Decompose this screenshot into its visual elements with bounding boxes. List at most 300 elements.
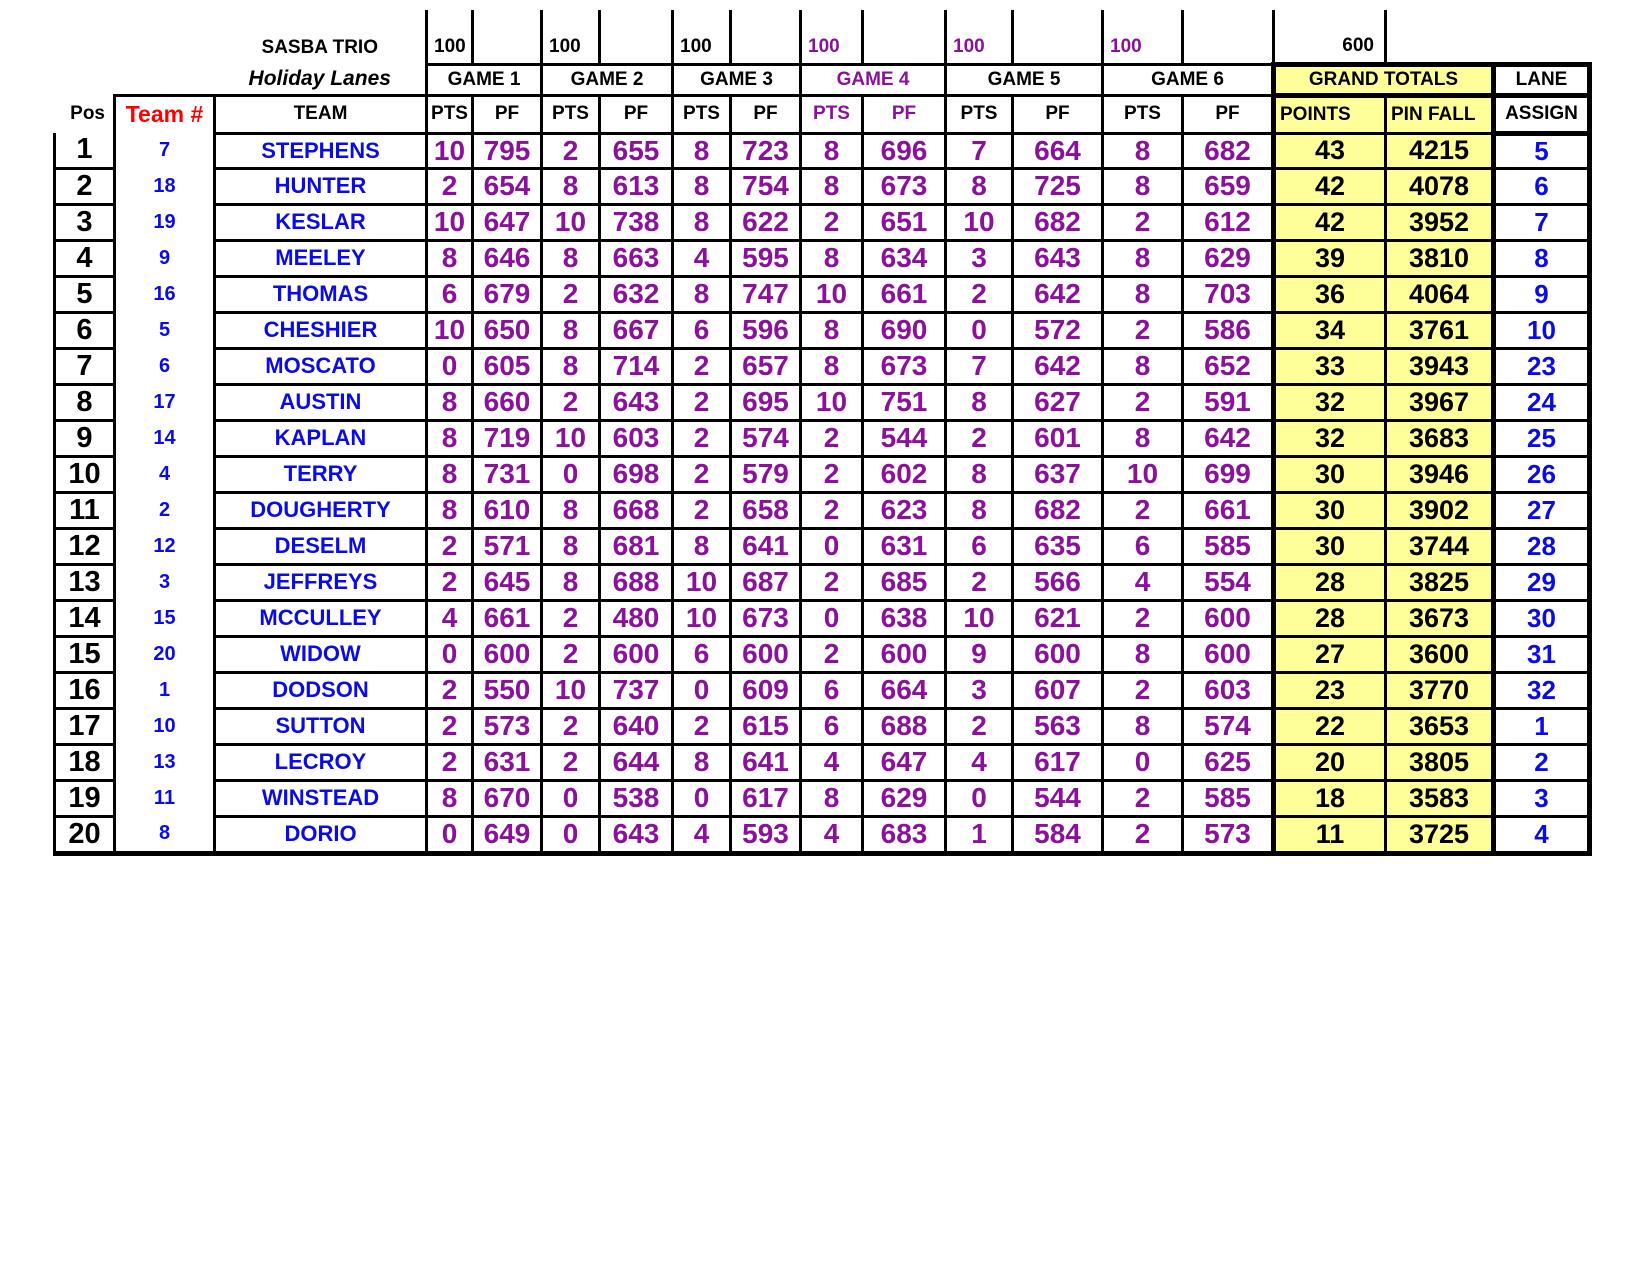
- game-3-pts-cell: 2: [673, 708, 731, 744]
- game-2-pf-cell: 663: [600, 240, 673, 276]
- team-name-cell: DODSON: [215, 672, 427, 708]
- pinfall-cell: 3725: [1386, 816, 1494, 853]
- game-6-pts-cell: 8: [1103, 276, 1183, 312]
- game-2-pts-cell: 0: [542, 816, 600, 853]
- game-2-pts-cell: 0: [542, 456, 600, 492]
- team-name-cell: LECROY: [215, 744, 427, 780]
- lane-assign-cell: 2: [1494, 744, 1590, 780]
- lane-header: LANE: [1494, 64, 1590, 95]
- team-name-cell: MCCULLEY: [215, 600, 427, 636]
- game-4-pts-cell: 8: [801, 312, 863, 348]
- game-5-pf-cell: 643: [1013, 240, 1103, 276]
- game-4-pf-cell: 634: [863, 240, 946, 276]
- game-1-pts-cell: 8: [427, 780, 473, 816]
- game-2-pts-cell: 2: [542, 636, 600, 672]
- game-1-pf-cell: 647: [473, 204, 542, 240]
- game-3-pts-cell: 2: [673, 420, 731, 456]
- game-3-pts-cell: 8: [673, 204, 731, 240]
- team-name-cell: KAPLAN: [215, 420, 427, 456]
- game-2-pts-cell: 2: [542, 384, 600, 420]
- game-2-pf-cell: 603: [600, 420, 673, 456]
- game-1-pf-cell: 650: [473, 312, 542, 348]
- game-6-pf-cell: 682: [1183, 133, 1274, 168]
- game-5-pf-cell: 627: [1013, 384, 1103, 420]
- team-number-cell: 6: [115, 348, 215, 384]
- team-row: [55, 636, 1590, 672]
- game-3-pts-cell: 2: [673, 456, 731, 492]
- game-6-pf-cell: 703: [1183, 276, 1274, 312]
- game-1-pf-cell: 654: [473, 168, 542, 204]
- team-row: [55, 672, 1590, 708]
- game-3-pts-cell: 8: [673, 133, 731, 168]
- game-5-pts-header: PTS: [946, 95, 1013, 133]
- game-1-pts-cell: 0: [427, 816, 473, 853]
- game-2-pts-cell: 2: [542, 276, 600, 312]
- game-2-pts-cell: 2: [542, 744, 600, 780]
- game-3-pts-cell: 8: [673, 276, 731, 312]
- team-number-cell: 15: [115, 600, 215, 636]
- game-5-pf-cell: 600: [1013, 636, 1103, 672]
- game-1-pts-cell: 2: [427, 528, 473, 564]
- points-cell: 32: [1274, 420, 1386, 456]
- game-1-pf-cell: 649: [473, 816, 542, 853]
- game-5-pts-cell: 2: [946, 564, 1013, 600]
- points-cell: 42: [1274, 168, 1386, 204]
- lane-assign-cell: 32: [1494, 672, 1590, 708]
- pinfall-cell: 3810: [1386, 240, 1494, 276]
- game-5-pts-cell: 4: [946, 744, 1013, 780]
- game-4-pts-header: PTS: [801, 95, 863, 133]
- game-5-pts-cell: 2: [946, 276, 1013, 312]
- pinfall-cell: 3805: [1386, 744, 1494, 780]
- game-4-pf-cell: 673: [863, 348, 946, 384]
- team-row: [55, 564, 1590, 600]
- pos-cell: 16: [55, 672, 115, 708]
- pos-cell: 3: [55, 204, 115, 240]
- points-cell: 33: [1274, 348, 1386, 384]
- lane-assign-cell: 25: [1494, 420, 1590, 456]
- game-5-pts-cell: 2: [946, 420, 1013, 456]
- pos-cell: 18: [55, 744, 115, 780]
- team-number-cell: 4: [115, 456, 215, 492]
- game-4-pts-cell: 10: [801, 384, 863, 420]
- game-5-pf-header: PF: [1013, 95, 1103, 133]
- game-5-pts-cell: 10: [946, 600, 1013, 636]
- game-1-pf-cell: 646: [473, 240, 542, 276]
- team-name-cell: SUTTON: [215, 708, 427, 744]
- team-number-cell: 1: [115, 672, 215, 708]
- pos-cell: 5: [55, 276, 115, 312]
- game-4-pf-cell: 690: [863, 312, 946, 348]
- team-number-cell: 10: [115, 708, 215, 744]
- game-2-pts-cell: 8: [542, 564, 600, 600]
- team-name-cell: WINSTEAD: [215, 780, 427, 816]
- team-row: [55, 348, 1590, 384]
- game-3-pts-cell: 0: [673, 672, 731, 708]
- team-row: [55, 708, 1590, 744]
- team-number-cell: 19: [115, 204, 215, 240]
- game-6-pf-cell: 574: [1183, 708, 1274, 744]
- team-row: [55, 312, 1590, 348]
- game-2-header: GAME 2: [542, 64, 673, 95]
- game-6-pf-cell: 603: [1183, 672, 1274, 708]
- game-6-max: 100: [1103, 10, 1183, 64]
- game-2-pf-cell: 667: [600, 312, 673, 348]
- game-2-pf-cell: 737: [600, 672, 673, 708]
- game-6-pf-cell: 600: [1183, 600, 1274, 636]
- spacer: [731, 10, 801, 64]
- pinfall-header: PIN FALL: [1386, 95, 1494, 133]
- lane-assign-cell: 3: [1494, 780, 1590, 816]
- team-number-cell: 8: [115, 816, 215, 853]
- game-4-pf-cell: 688: [863, 708, 946, 744]
- game-5-pf-cell: 635: [1013, 528, 1103, 564]
- game-5-pf-cell: 584: [1013, 816, 1103, 853]
- team-row: [55, 780, 1590, 816]
- game-3-pf-cell: 595: [731, 240, 801, 276]
- game-2-pf-cell: 643: [600, 816, 673, 853]
- game-5-pts-cell: 6: [946, 528, 1013, 564]
- pinfall-cell: 3946: [1386, 456, 1494, 492]
- game-header-row: [55, 64, 1590, 95]
- spacer: [1013, 10, 1103, 64]
- league-title: SASBA TRIO: [261, 37, 378, 58]
- lane-assign-cell: 24: [1494, 384, 1590, 420]
- game-6-pf-cell: 585: [1183, 528, 1274, 564]
- game-4-pts-cell: 2: [801, 564, 863, 600]
- lane-assign-cell: 27: [1494, 492, 1590, 528]
- spacer: [1183, 10, 1274, 64]
- game-4-pf-cell: 638: [863, 600, 946, 636]
- game-3-pts-cell: 8: [673, 168, 731, 204]
- game-1-pts-cell: 0: [427, 636, 473, 672]
- game-2-pts-header: PTS: [542, 95, 600, 133]
- team-row: [55, 276, 1590, 312]
- team-number-cell: 9: [115, 240, 215, 276]
- game-1-pf-cell: 610: [473, 492, 542, 528]
- game-4-pts-cell: 8: [801, 133, 863, 168]
- game-5-pf-cell: 607: [1013, 672, 1103, 708]
- column-header-row: [55, 95, 1590, 133]
- game-2-pts-cell: 2: [542, 600, 600, 636]
- team-number-cell: 17: [115, 384, 215, 420]
- game-4-pts-cell: 6: [801, 672, 863, 708]
- pinfall-cell: 3943: [1386, 348, 1494, 384]
- pos-cell: 14: [55, 600, 115, 636]
- game-6-pts-cell: 2: [1103, 816, 1183, 853]
- game-5-pf-cell: 601: [1013, 420, 1103, 456]
- points-cell: 30: [1274, 528, 1386, 564]
- game-2-pf-cell: 644: [600, 744, 673, 780]
- game-3-pf-cell: 754: [731, 168, 801, 204]
- game-1-pf-cell: 719: [473, 420, 542, 456]
- lane-assign-cell: 23: [1494, 348, 1590, 384]
- game-1-pts-cell: 2: [427, 168, 473, 204]
- game-4-pts-cell: 2: [801, 204, 863, 240]
- game-3-pts-cell: 8: [673, 744, 731, 780]
- game-1-pts-cell: 6: [427, 276, 473, 312]
- team-name-cell: THOMAS: [215, 276, 427, 312]
- game-4-pf-cell: 685: [863, 564, 946, 600]
- game-2-pf-cell: 655: [600, 133, 673, 168]
- game-3-pf-header: PF: [731, 95, 801, 133]
- game-3-pts-cell: 10: [673, 600, 731, 636]
- game-3-pf-cell: 574: [731, 420, 801, 456]
- game-5-pf-cell: 617: [1013, 744, 1103, 780]
- team-name-cell: AUSTIN: [215, 384, 427, 420]
- game-1-pf-cell: 670: [473, 780, 542, 816]
- game-1-pts-cell: 2: [427, 564, 473, 600]
- game-5-pts-cell: 10: [946, 204, 1013, 240]
- game-5-pts-cell: 8: [946, 168, 1013, 204]
- standings-table: [53, 10, 1592, 856]
- game-6-pf-cell: 642: [1183, 420, 1274, 456]
- team-number-cell: 14: [115, 420, 215, 456]
- game-3-pts-cell: 2: [673, 348, 731, 384]
- game-1-pts-cell: 0: [427, 348, 473, 384]
- game-2-pts-cell: 8: [542, 312, 600, 348]
- game-5-pts-cell: 3: [946, 672, 1013, 708]
- team-name-cell: STEPHENS: [215, 133, 427, 168]
- pinfall-cell: 3952: [1386, 204, 1494, 240]
- game-1-pf-cell: 661: [473, 600, 542, 636]
- game-4-pf-header: PF: [863, 95, 946, 133]
- game-5-pf-cell: 682: [1013, 492, 1103, 528]
- team-number-cell: 5: [115, 312, 215, 348]
- game-5-pf-cell: 637: [1013, 456, 1103, 492]
- game-2-pf-cell: 643: [600, 384, 673, 420]
- game-2-pf-cell: 698: [600, 456, 673, 492]
- spacer: [55, 10, 215, 64]
- game-2-pf-cell: 681: [600, 528, 673, 564]
- lane-assign-cell: 30: [1494, 600, 1590, 636]
- game-2-pts-cell: 8: [542, 492, 600, 528]
- game-3-pts-cell: 10: [673, 564, 731, 600]
- game-1-pts-cell: 8: [427, 492, 473, 528]
- game-2-pf-cell: 613: [600, 168, 673, 204]
- game-1-pf-cell: 679: [473, 276, 542, 312]
- game-4-pts-cell: 10: [801, 276, 863, 312]
- lane-assign-cell: 29: [1494, 564, 1590, 600]
- pos-cell: 13: [55, 564, 115, 600]
- game-1-header: GAME 1: [427, 64, 542, 95]
- game-3-pts-cell: 4: [673, 816, 731, 853]
- game-5-pf-cell: 664: [1013, 133, 1103, 168]
- game-6-pts-cell: 4: [1103, 564, 1183, 600]
- spacer: [1494, 10, 1590, 64]
- game-4-pts-cell: 2: [801, 492, 863, 528]
- game-1-pf-cell: 605: [473, 348, 542, 384]
- game-4-pf-cell: 623: [863, 492, 946, 528]
- game-4-pts-cell: 2: [801, 420, 863, 456]
- game-3-header: GAME 3: [673, 64, 801, 95]
- grand-totals-header: GRAND TOTALS: [1274, 64, 1494, 95]
- team-name-cell: MEELEY: [215, 240, 427, 276]
- team-number-cell: 2: [115, 492, 215, 528]
- game-3-pts-cell: 8: [673, 528, 731, 564]
- game-6-pts-cell: 6: [1103, 528, 1183, 564]
- game-4-max: 100: [801, 10, 863, 64]
- pinfall-cell: 3583: [1386, 780, 1494, 816]
- points-cell: 28: [1274, 564, 1386, 600]
- team-row: [55, 384, 1590, 420]
- game-5-pts-cell: 3: [946, 240, 1013, 276]
- pos-cell: 9: [55, 420, 115, 456]
- grand-total-max: 600: [1274, 10, 1386, 64]
- game-3-pts-cell: 2: [673, 384, 731, 420]
- team-row: [55, 168, 1590, 204]
- game-2-pts-cell: 8: [542, 348, 600, 384]
- pos-cell: 15: [55, 636, 115, 672]
- game-4-pf-cell: 751: [863, 384, 946, 420]
- game-2-pts-cell: 8: [542, 168, 600, 204]
- game-4-pf-cell: 544: [863, 420, 946, 456]
- game-2-pf-cell: 714: [600, 348, 673, 384]
- team-row: [55, 528, 1590, 564]
- team-name-cell: KESLAR: [215, 204, 427, 240]
- pinfall-cell: 3683: [1386, 420, 1494, 456]
- game-2-pf-cell: 640: [600, 708, 673, 744]
- game-1-pf-cell: 550: [473, 672, 542, 708]
- game-1-pts-cell: 8: [427, 240, 473, 276]
- game-5-pf-cell: 682: [1013, 204, 1103, 240]
- game-4-pf-cell: 602: [863, 456, 946, 492]
- game-4-pts-cell: 4: [801, 816, 863, 853]
- lane-assign-cell: 28: [1494, 528, 1590, 564]
- game-3-pts-cell: 4: [673, 240, 731, 276]
- game-6-pts-cell: 8: [1103, 168, 1183, 204]
- game-1-pts-header: PTS: [427, 95, 473, 133]
- team-number-cell: 13: [115, 744, 215, 780]
- pinfall-cell: 4215: [1386, 133, 1494, 168]
- spacer: [1386, 10, 1494, 64]
- game-3-pf-cell: 596: [731, 312, 801, 348]
- pos-cell: 20: [55, 816, 115, 853]
- lane-assign-header: ASSIGN: [1494, 95, 1590, 133]
- game-6-pts-cell: 2: [1103, 204, 1183, 240]
- game-1-pf-cell: 660: [473, 384, 542, 420]
- league-venue: Holiday Lanes: [248, 66, 391, 90]
- game-2-pf-cell: 668: [600, 492, 673, 528]
- game-3-pf-cell: 622: [731, 204, 801, 240]
- game-3-pf-cell: 641: [731, 744, 801, 780]
- game-1-pts-cell: 8: [427, 420, 473, 456]
- game-6-pts-cell: 2: [1103, 312, 1183, 348]
- game-3-pf-cell: 617: [731, 780, 801, 816]
- game-4-pts-cell: 2: [801, 456, 863, 492]
- game-5-pts-cell: 0: [946, 312, 1013, 348]
- team-row: [55, 420, 1590, 456]
- game-4-pf-cell: 600: [863, 636, 946, 672]
- team-row: [55, 744, 1590, 780]
- pinfall-cell: 3902: [1386, 492, 1494, 528]
- game-6-header: GAME 6: [1103, 64, 1274, 95]
- pinfall-cell: 4064: [1386, 276, 1494, 312]
- game-1-pts-cell: 8: [427, 456, 473, 492]
- game-6-pts-cell: 2: [1103, 492, 1183, 528]
- game-4-pf-cell: 629: [863, 780, 946, 816]
- game-6-pts-cell: 2: [1103, 384, 1183, 420]
- pos-cell: 11: [55, 492, 115, 528]
- spacer: [600, 10, 673, 64]
- game-3-pf-cell: 747: [731, 276, 801, 312]
- points-cell: 43: [1274, 133, 1386, 168]
- game-4-pf-cell: 651: [863, 204, 946, 240]
- game-5-pts-cell: 9: [946, 636, 1013, 672]
- points-cell: 36: [1274, 276, 1386, 312]
- points-cell: 39: [1274, 240, 1386, 276]
- game-6-pf-cell: 659: [1183, 168, 1274, 204]
- game-6-pf-cell: 652: [1183, 348, 1274, 384]
- game-2-pf-cell: 632: [600, 276, 673, 312]
- pos-cell: 4: [55, 240, 115, 276]
- game-5-pf-cell: 544: [1013, 780, 1103, 816]
- pos-cell: 17: [55, 708, 115, 744]
- game-2-pf-cell: 538: [600, 780, 673, 816]
- game-6-pts-cell: 2: [1103, 780, 1183, 816]
- game-6-pf-cell: 699: [1183, 456, 1274, 492]
- game-6-pts-cell: 10: [1103, 456, 1183, 492]
- pinfall-cell: 3653: [1386, 708, 1494, 744]
- pinfall-cell: 3770: [1386, 672, 1494, 708]
- game-4-header: GAME 4: [801, 64, 946, 95]
- spacer: [863, 10, 946, 64]
- game-5-pts-cell: 2: [946, 708, 1013, 744]
- team-number-cell: 20: [115, 636, 215, 672]
- pos-cell: 7: [55, 348, 115, 384]
- pinfall-cell: 4078: [1386, 168, 1494, 204]
- game-2-pf-cell: 688: [600, 564, 673, 600]
- pos-cell: 19: [55, 780, 115, 816]
- game-2-pts-cell: 0: [542, 780, 600, 816]
- spacer: [473, 10, 542, 64]
- game-3-pf-cell: 695: [731, 384, 801, 420]
- team-number-cell: 7: [115, 133, 215, 168]
- team-name-cell: HUNTER: [215, 168, 427, 204]
- game-5-pf-cell: 642: [1013, 348, 1103, 384]
- game-1-pf-cell: 731: [473, 456, 542, 492]
- lane-assign-cell: 4: [1494, 816, 1590, 853]
- lane-assign-cell: 26: [1494, 456, 1590, 492]
- game-1-pf-cell: 631: [473, 744, 542, 780]
- points-cell: 42: [1274, 204, 1386, 240]
- game-1-pf-cell: 571: [473, 528, 542, 564]
- spacer: [55, 64, 215, 95]
- game-6-pts-cell: 8: [1103, 133, 1183, 168]
- game-5-pf-cell: 566: [1013, 564, 1103, 600]
- team-number-cell: 18: [115, 168, 215, 204]
- pinfall-cell: 3673: [1386, 600, 1494, 636]
- game-2-pts-cell: 8: [542, 240, 600, 276]
- game-6-pf-cell: 585: [1183, 780, 1274, 816]
- game-4-pf-cell: 664: [863, 672, 946, 708]
- team-name-cell: TERRY: [215, 456, 427, 492]
- game-2-pts-cell: 8: [542, 528, 600, 564]
- pos-cell: 10: [55, 456, 115, 492]
- lane-assign-cell: 5: [1494, 133, 1590, 168]
- game-5-pts-cell: 0: [946, 780, 1013, 816]
- game-5-pf-cell: 725: [1013, 168, 1103, 204]
- game-2-pf-cell: 600: [600, 636, 673, 672]
- pinfall-cell: 3744: [1386, 528, 1494, 564]
- pinfall-cell: 3967: [1386, 384, 1494, 420]
- game-3-pf-cell: 600: [731, 636, 801, 672]
- game-6-pf-cell: 554: [1183, 564, 1274, 600]
- team-number-cell: 3: [115, 564, 215, 600]
- team-name-cell: JEFFREYS: [215, 564, 427, 600]
- game-6-pf-cell: 625: [1183, 744, 1274, 780]
- game-3-pts-cell: 6: [673, 312, 731, 348]
